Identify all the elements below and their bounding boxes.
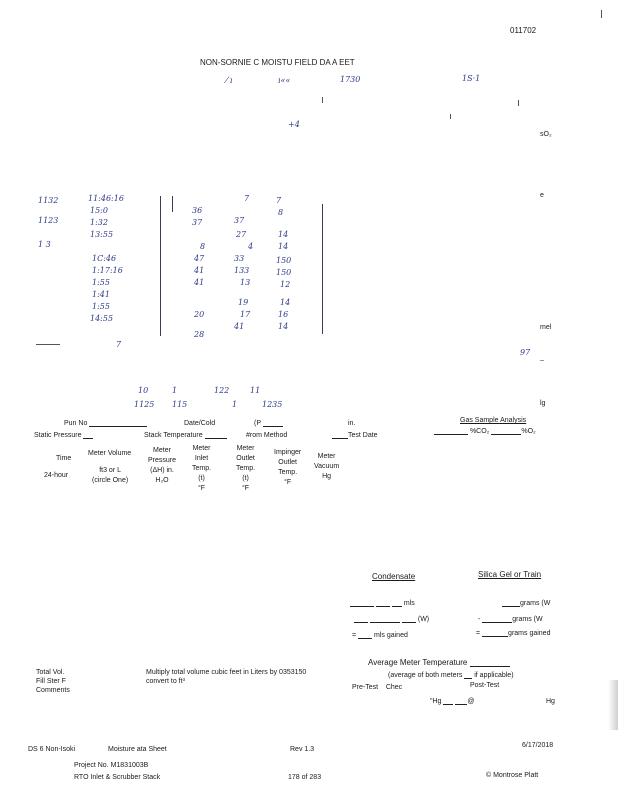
footer-page: 178 of 283 [288,774,322,781]
hw-summary: 1235 [262,400,283,409]
hw-value-b: 37 [234,216,245,225]
run-no-label: Pun No [64,420,147,427]
hw-value-a: 28 [194,330,205,339]
footer-location: RTO Inlet & Scrubber Stack [74,774,161,781]
hw-value-b: 19 [238,298,249,307]
hw-value-a: 41 [194,266,205,275]
time-subnote: 24-hour [44,472,69,479]
date-label: Date/Cold [184,420,216,427]
hw-reading: 1:55 [92,302,110,311]
meter-method-label: #rom Method [246,432,288,439]
hw-reading: 1:17:16 [92,266,123,275]
underscore-label: _ [540,354,544,361]
hw-summary: 115 [172,400,188,409]
col-impinger: Impinger Outlet Temp. °F [274,449,302,486]
footer-doc-name: Moisture ata Sheet [108,746,167,753]
pre-test-row: Pre-Test Chec [352,684,403,691]
so2-label: sO₂ [540,131,552,138]
hw-bottom-left: 7 [116,340,122,349]
pen-tick [518,100,519,106]
hw-summary: 122 [214,386,230,395]
avg-temp-note: (average of both meters if applicable) [388,672,514,679]
static-pressure-label: Static Pressure [34,432,93,439]
hw-reading: 1:32 [90,218,108,227]
col-meter-volume: Meter Volume [88,450,132,457]
hw-value-c: 7 [276,196,282,205]
total-labels: Total Vol. Fill Ster F Comments [36,669,70,694]
condensate-row-2[interactable]: (W) [354,616,429,623]
volume-subnote: ft3 or L (circle One) [92,467,129,484]
silica-row-2[interactable]: - grams (W [478,616,543,623]
hw-value-b: 33 [234,254,245,263]
pen-line [172,196,173,212]
hg-row[interactable]: "Hg @ [430,698,475,705]
hw-value-b: 13 [240,278,251,287]
avg-temp-title[interactable]: Average Meter Temperature [368,658,510,667]
footer-doc-id: DS 6 Non-Isoki [28,746,76,753]
hw-time-2: 1123 [38,216,59,225]
footer-company: © Montrose Platt [486,772,539,779]
silica-row-3[interactable]: = grams gained [476,630,551,637]
hw-value-b: 7 [244,194,250,203]
co2-field[interactable]: %CO₂ %O₂ [434,428,536,435]
multiply-note: Multiply total volume cubic feet in Liters by 0353150 convert to ft³ [146,669,307,685]
footer-project: Project No. M1831003B [74,762,149,769]
hw-value-b: 27 [236,230,247,239]
pen-tick [322,97,323,103]
hw-summary: 10 [138,386,149,395]
hw-reading: 13:55 [90,230,114,239]
col-meter-inlet: Meter Inlet Temp. (t) °F [192,445,212,492]
hg-unit: Hg [546,698,555,705]
hw-value-a: 47 [194,254,205,263]
col-meter-outlet: Meter Outlet Temp. (t) °F [236,445,256,492]
condensate-row-3[interactable]: = mls gained [352,632,408,639]
hw-value-a: 8 [200,242,206,251]
pen-line [160,196,161,336]
hw-value-a: 41 [194,278,205,287]
hw-value-a: 37 [192,218,203,227]
condensate-row-1[interactable]: mls [350,600,415,607]
hw-reading: 1:41 [92,290,110,299]
pen-line [322,204,323,334]
hw-value-a: 36 [192,206,203,215]
stack-temp-label: Stack Temperature [144,432,227,439]
scan-speck [601,10,602,18]
col-meter-pressure: Meter Pressure (ΔH) in. H₂O [148,447,177,484]
footer-rev: Rev 1.3 [290,746,315,753]
pen-tick [450,114,451,119]
hw-reading: 15:0 [90,206,108,215]
handwritten-time-start: 1730 [340,75,361,84]
hw-value-c: 14 [278,230,289,239]
hw-time-1: 1132 [38,196,59,205]
hw-summary: 1125 [134,400,155,409]
e-label: e [540,192,544,199]
silica-row-1[interactable]: grams (W [502,600,550,607]
pb-label: (P [254,420,283,427]
scan-edge-shadow [608,680,618,730]
handwritten-date: ı«« [278,76,291,85]
form-title: NON-SORNIE C MOISTU FIELD DA A EET [200,58,355,67]
hw-time-3: 1 3 [38,240,51,249]
hw-summary: 1 [172,386,178,395]
hw-reading: 1:55 [92,278,110,287]
handwritten-run: ⁄ ı [226,76,233,85]
hw-summary: 11 [250,386,261,395]
hw-value-c: 16 [278,310,289,319]
hw-value-c: 150 [276,256,292,265]
hw-value-c: 150 [276,268,292,277]
hw-value-b: 41 [234,322,245,331]
handwritten-time-end: 1S·1 [462,74,481,83]
hw-reading: 11:46:16 [88,194,124,203]
hw-reading: 1C:46 [92,254,117,263]
hw-value-c: 14 [278,322,289,331]
footer-date: 6/17/2018 [522,742,554,749]
hw-value-b: 17 [240,310,251,319]
page-code: 011702 [510,26,537,35]
hw-bottom-right: 97 [520,348,531,357]
col-time: Time [56,455,72,462]
condensate-title: Condensate [372,572,416,581]
mel-label: mel [540,324,552,331]
hw-value-c: 14 [278,242,289,251]
lg-label: lg [540,400,546,407]
test-date-label: Test Date [332,432,378,439]
hw-value-c: 14 [280,298,291,307]
hw-value-c: 12 [280,280,291,289]
pen-dash [36,344,60,345]
handwritten-mark: +4 [288,120,300,129]
hw-value-c: 8 [278,208,284,217]
gas-sample-label: Gas Sample Analysis [460,417,527,424]
hw-summary: 1 [232,400,238,409]
hw-reading: 14:55 [90,314,114,323]
post-test-label: Post-Test [470,682,500,689]
silica-title: Silica Gel or Train [478,570,542,579]
hw-value-b: 4 [248,242,254,251]
in-label: in. [348,420,356,427]
hw-value-a: 20 [194,310,205,319]
hw-value-b: 133 [234,266,250,275]
col-vacuum: Meter Vacuum Hg [314,453,340,480]
